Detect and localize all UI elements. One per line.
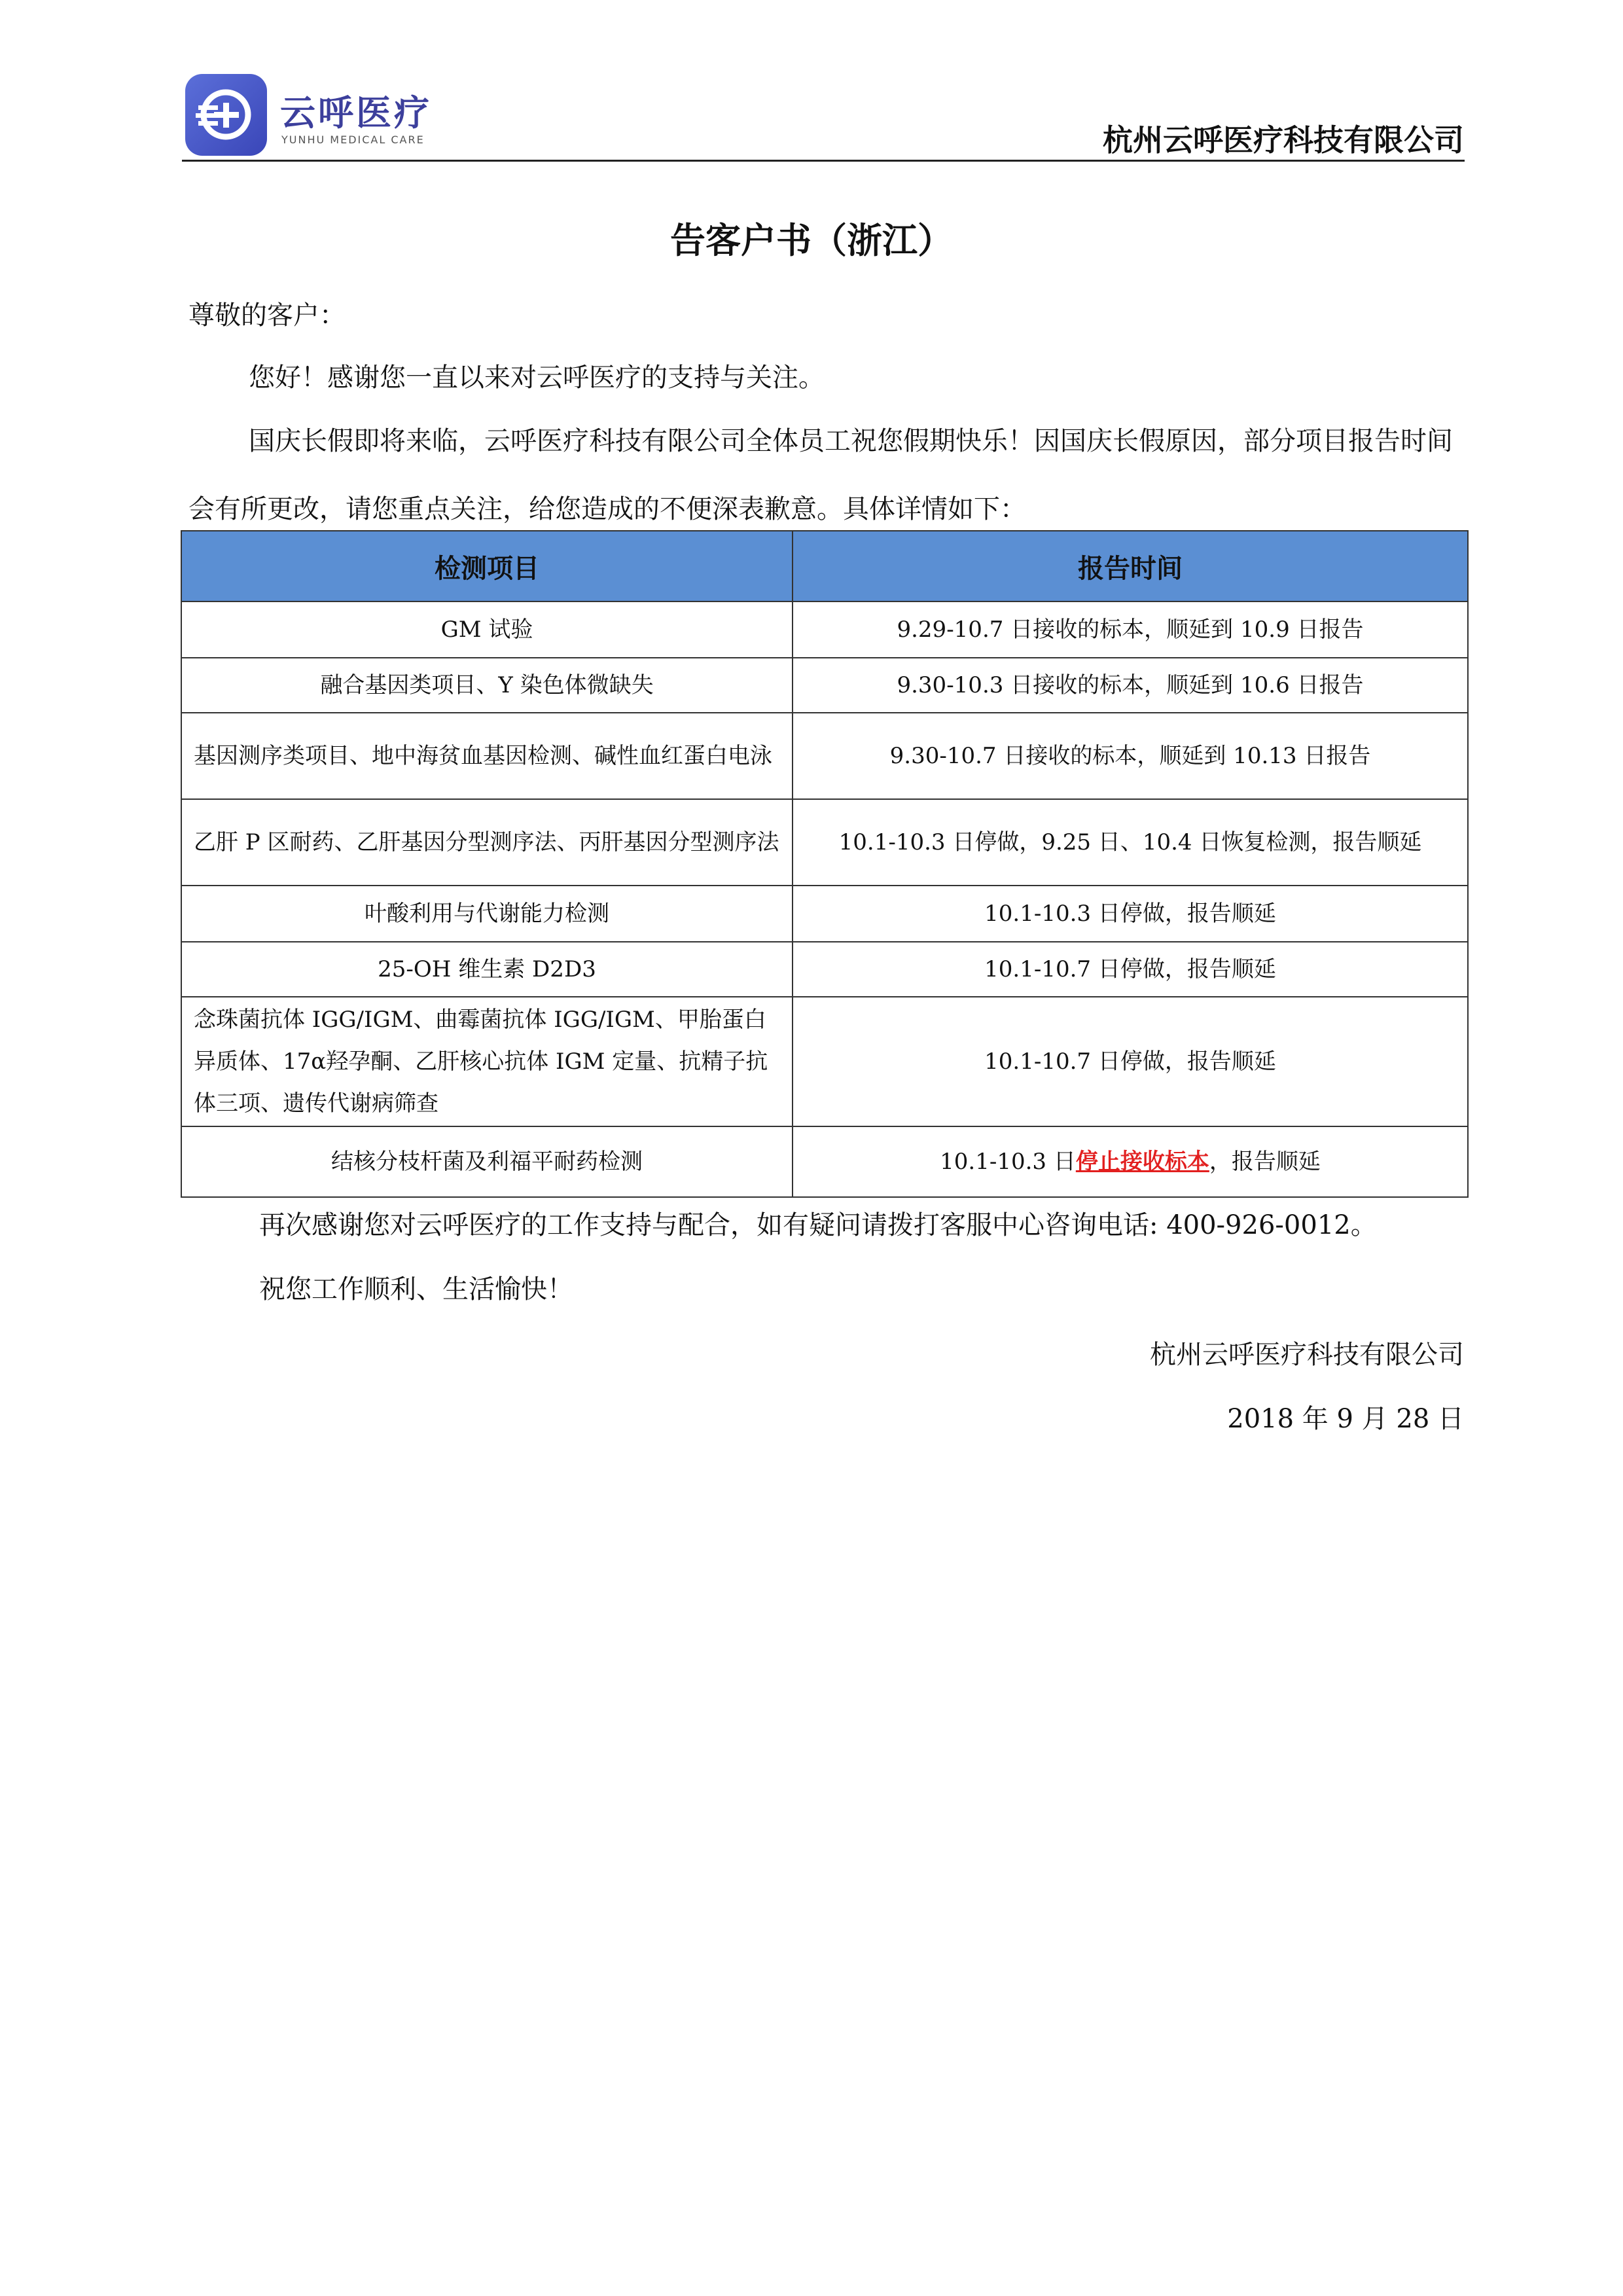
header-company: 杭州云呼医疗科技有限公司 [1103,122,1464,158]
item-cell: 乙肝 P 区耐药、乙肝基因分型测序法、丙肝基因分型测序法 [181,799,793,886]
schedule-table [181,530,1469,1198]
table-header-row [181,531,1468,601]
closing-paragraph: 再次感谢您对云呼医疗的工作支持与配合，如有疑问请拨打客服中心咨询电话: 400-926-0012。 [259,1210,1377,1240]
table-row [181,886,1468,942]
notice-paragraph: 国庆长假即将来临，云呼医疗科技有限公司全体员工祝您假期快乐！因国庆长假原因，部分项目报告时间会有所更改，请您重点关注，给您造成的不便深表歉意。具体详情如下： [188,426,1453,524]
table-row [181,658,1468,713]
item-cell: GM 试验 [181,601,793,658]
signature-date: 2018 年 9 月 28 日 [1227,1404,1464,1434]
table-row [181,601,1468,658]
stop-receiving-highlight: 停止接收标本 [1075,1149,1209,1175]
item-cell: 叶酸利用与代谢能力检测 [181,886,793,942]
signature-company: 杭州云呼医疗科技有限公司 [1150,1340,1464,1370]
time-cell: 9.30-10.3 日接收的标本，顺延到 10.6 日报告 [793,658,1468,713]
item-cell: 结核分枝杆菌及利福平耐药检测 [181,1126,793,1197]
time-cell: 10.1-10.7 日停做，报告顺延 [793,997,1468,1126]
item-cell: 融合基因类项目、Y 染色体微缺失 [181,658,793,713]
header-divider [182,160,1465,162]
time-cell: 9.29-10.7 日接收的标本，顺延到 10.9 日报告 [793,601,1468,658]
time-cell: 9.30-10.7 日接收的标本，顺延到 10.13 日报告 [793,713,1468,799]
wishes-paragraph: 祝您工作顺利、生活愉快！ [259,1274,573,1304]
time-suffix: ，报告顺延 [1209,1149,1321,1175]
item-cell: 念珠菌抗体 IGG/IGM、曲霉菌抗体 IGG/IGM、甲胎蛋白异质体、17α羟孕酮、乙肝核心抗体 IGM 定量、抗精子抗体三项、遗传代谢病筛查 [181,997,793,1126]
logo-icon [185,74,267,156]
table-row [181,997,1468,1126]
intro-paragraph: 您好！感谢您一直以来对云呼医疗的支持与关注。 [249,363,825,393]
column-header-time: 报告时间 [793,531,1468,601]
table-row [181,942,1468,997]
salutation: 尊敬的客户： [188,300,346,331]
item-cell: 25-OH 维生素 D2D3 [181,942,793,997]
table-row [181,1126,1468,1197]
table-row [181,713,1468,799]
logo-subtext: YUNHU MEDICAL CARE [281,134,425,146]
item-cell: 基因测序类项目、地中海贫血基因检测、碱性血红蛋白电泳 [181,713,793,799]
time-cell: 10.1-10.3 日停做，报告顺延 [793,886,1468,942]
page-title: 告客户书（浙江） [670,220,953,261]
column-header-item: 检测项目 [181,531,793,601]
time-prefix: 10.1-10.3 日 [940,1149,1076,1175]
time-cell [793,1126,1468,1197]
table-row [181,799,1468,886]
time-cell: 10.1-10.7 日停做，报告顺延 [793,942,1468,997]
logo-text: 云呼医疗 [280,92,432,134]
time-cell: 10.1-10.3 日停做，9.25 日、10.4 日恢复检测，报告顺延 [793,799,1468,886]
